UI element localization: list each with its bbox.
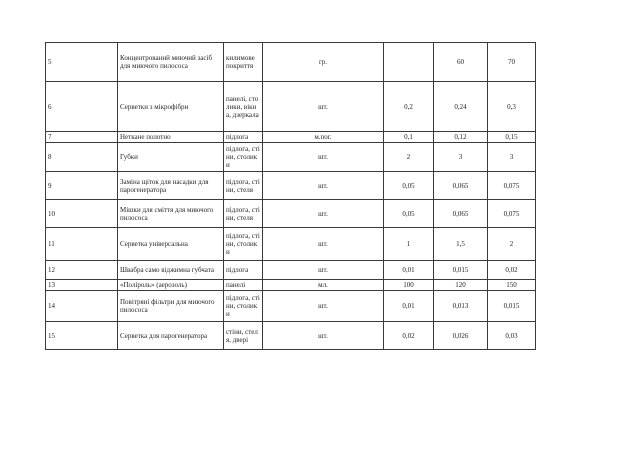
cell-unit: шт. xyxy=(263,228,384,261)
cell-surface-type: підлога xyxy=(224,132,263,143)
cell-row-number: 7 xyxy=(46,132,118,143)
cell-item-name: Губки xyxy=(118,143,224,172)
cell-item-name: Мішки для сміття для миючого пилососа xyxy=(118,200,224,228)
cell-unit: шт. xyxy=(263,172,384,200)
cell-norm-value-1: 0,1 xyxy=(384,132,434,143)
cell-norm-value-1: 0,02 xyxy=(384,322,434,350)
cell-row-number: 13 xyxy=(46,280,118,291)
table-row xyxy=(46,291,536,322)
table-row xyxy=(46,322,536,350)
table-row xyxy=(46,43,536,82)
cell-norm-value-3: 0,15 xyxy=(488,132,536,143)
cell-unit: м.пог. xyxy=(263,132,384,143)
cell-surface-type: підлога, стіни, стеля xyxy=(224,200,263,228)
cell-item-name: Заміна щіток для насадки для парогенератора xyxy=(118,172,224,200)
cell-item-name: Швабра само віджимна губчата xyxy=(118,261,224,280)
cell-norm-value-1: 100 xyxy=(384,280,434,291)
cell-norm-value-1: 0,01 xyxy=(384,261,434,280)
cell-unit: шт. xyxy=(263,261,384,280)
cell-row-number: 10 xyxy=(46,200,118,228)
cell-norm-value-2: 3 xyxy=(434,143,488,172)
cell-row-number: 8 xyxy=(46,143,118,172)
cell-norm-value-1: 0,05 xyxy=(384,200,434,228)
supplies-table-body xyxy=(46,43,536,350)
cell-norm-value-2: 120 xyxy=(434,280,488,291)
cell-row-number: 11 xyxy=(46,228,118,261)
cell-norm-value-1: 1 xyxy=(384,228,434,261)
cell-row-number: 15 xyxy=(46,322,118,350)
cell-norm-value-2: 0,065 xyxy=(434,172,488,200)
cell-item-name: «Поліроль» (аерозоль) xyxy=(118,280,224,291)
cell-surface-type: підлога, стіни, столики xyxy=(224,291,263,322)
cell-surface-type: стіни, стеля, двері xyxy=(224,322,263,350)
table-row xyxy=(46,280,536,291)
cell-surface-type: підлога xyxy=(224,261,263,280)
cell-norm-value-3: 0,075 xyxy=(488,200,536,228)
cell-norm-value-2: 0,013 xyxy=(434,291,488,322)
cell-norm-value-1 xyxy=(384,43,434,82)
table-row xyxy=(46,132,536,143)
cell-norm-value-2: 0,12 xyxy=(434,132,488,143)
cell-unit: шт. xyxy=(263,82,384,132)
cell-norm-value-3: 3 xyxy=(488,143,536,172)
table-row xyxy=(46,200,536,228)
cell-norm-value-2: 60 xyxy=(434,43,488,82)
cell-unit: шт. xyxy=(263,200,384,228)
cell-norm-value-1: 0,05 xyxy=(384,172,434,200)
cell-surface-type: підлога, стіни, стеля xyxy=(224,172,263,200)
cell-unit: мл. xyxy=(263,280,384,291)
cell-norm-value-1: 0,01 xyxy=(384,291,434,322)
cell-unit: шт. xyxy=(263,291,384,322)
cell-item-name: Повітряні фільтри для миючого пилососа xyxy=(118,291,224,322)
cell-surface-type: килимове покриття xyxy=(224,43,263,82)
cell-norm-value-3: 0,02 xyxy=(488,261,536,280)
cell-unit: шт. xyxy=(263,143,384,172)
cell-unit: шт. xyxy=(263,322,384,350)
cell-norm-value-1: 2 xyxy=(384,143,434,172)
cell-item-name: Неткане полотно xyxy=(118,132,224,143)
table-row xyxy=(46,261,536,280)
cell-norm-value-3: 2 xyxy=(488,228,536,261)
table-row xyxy=(46,143,536,172)
cell-item-name: Серветка універсальна xyxy=(118,228,224,261)
supplies-table xyxy=(45,42,536,350)
cell-row-number: 9 xyxy=(46,172,118,200)
cell-item-name: Серветки з мікрофібри xyxy=(118,82,224,132)
cell-row-number: 5 xyxy=(46,43,118,82)
table-row xyxy=(46,172,536,200)
cell-row-number: 6 xyxy=(46,82,118,132)
table-row xyxy=(46,228,536,261)
cell-norm-value-2: 0,026 xyxy=(434,322,488,350)
cell-norm-value-3: 0,3 xyxy=(488,82,536,132)
cell-surface-type: панелі xyxy=(224,280,263,291)
cell-surface-type: підлога, стіни, столики xyxy=(224,228,263,261)
cell-item-name: Серветка для парогенератора xyxy=(118,322,224,350)
cell-norm-value-1: 0,2 xyxy=(384,82,434,132)
cell-norm-value-2: 0,065 xyxy=(434,200,488,228)
cell-norm-value-3: 0,015 xyxy=(488,291,536,322)
cell-norm-value-3: 0,03 xyxy=(488,322,536,350)
cell-norm-value-2: 1,5 xyxy=(434,228,488,261)
cell-norm-value-2: 0,24 xyxy=(434,82,488,132)
cell-surface-type: панелі, столики, вікна, дзеркала xyxy=(224,82,263,132)
cell-unit: гр. xyxy=(263,43,384,82)
cell-norm-value-3: 0,075 xyxy=(488,172,536,200)
cell-row-number: 14 xyxy=(46,291,118,322)
table-row xyxy=(46,82,536,132)
cell-item-name: Концентрований миючий засіб для миючого пилососа xyxy=(118,43,224,82)
cell-norm-value-2: 0,015 xyxy=(434,261,488,280)
cell-surface-type: підлога, стіни, столики xyxy=(224,143,263,172)
cell-norm-value-3: 70 xyxy=(488,43,536,82)
cell-norm-value-3: 150 xyxy=(488,280,536,291)
cell-row-number: 12 xyxy=(46,261,118,280)
